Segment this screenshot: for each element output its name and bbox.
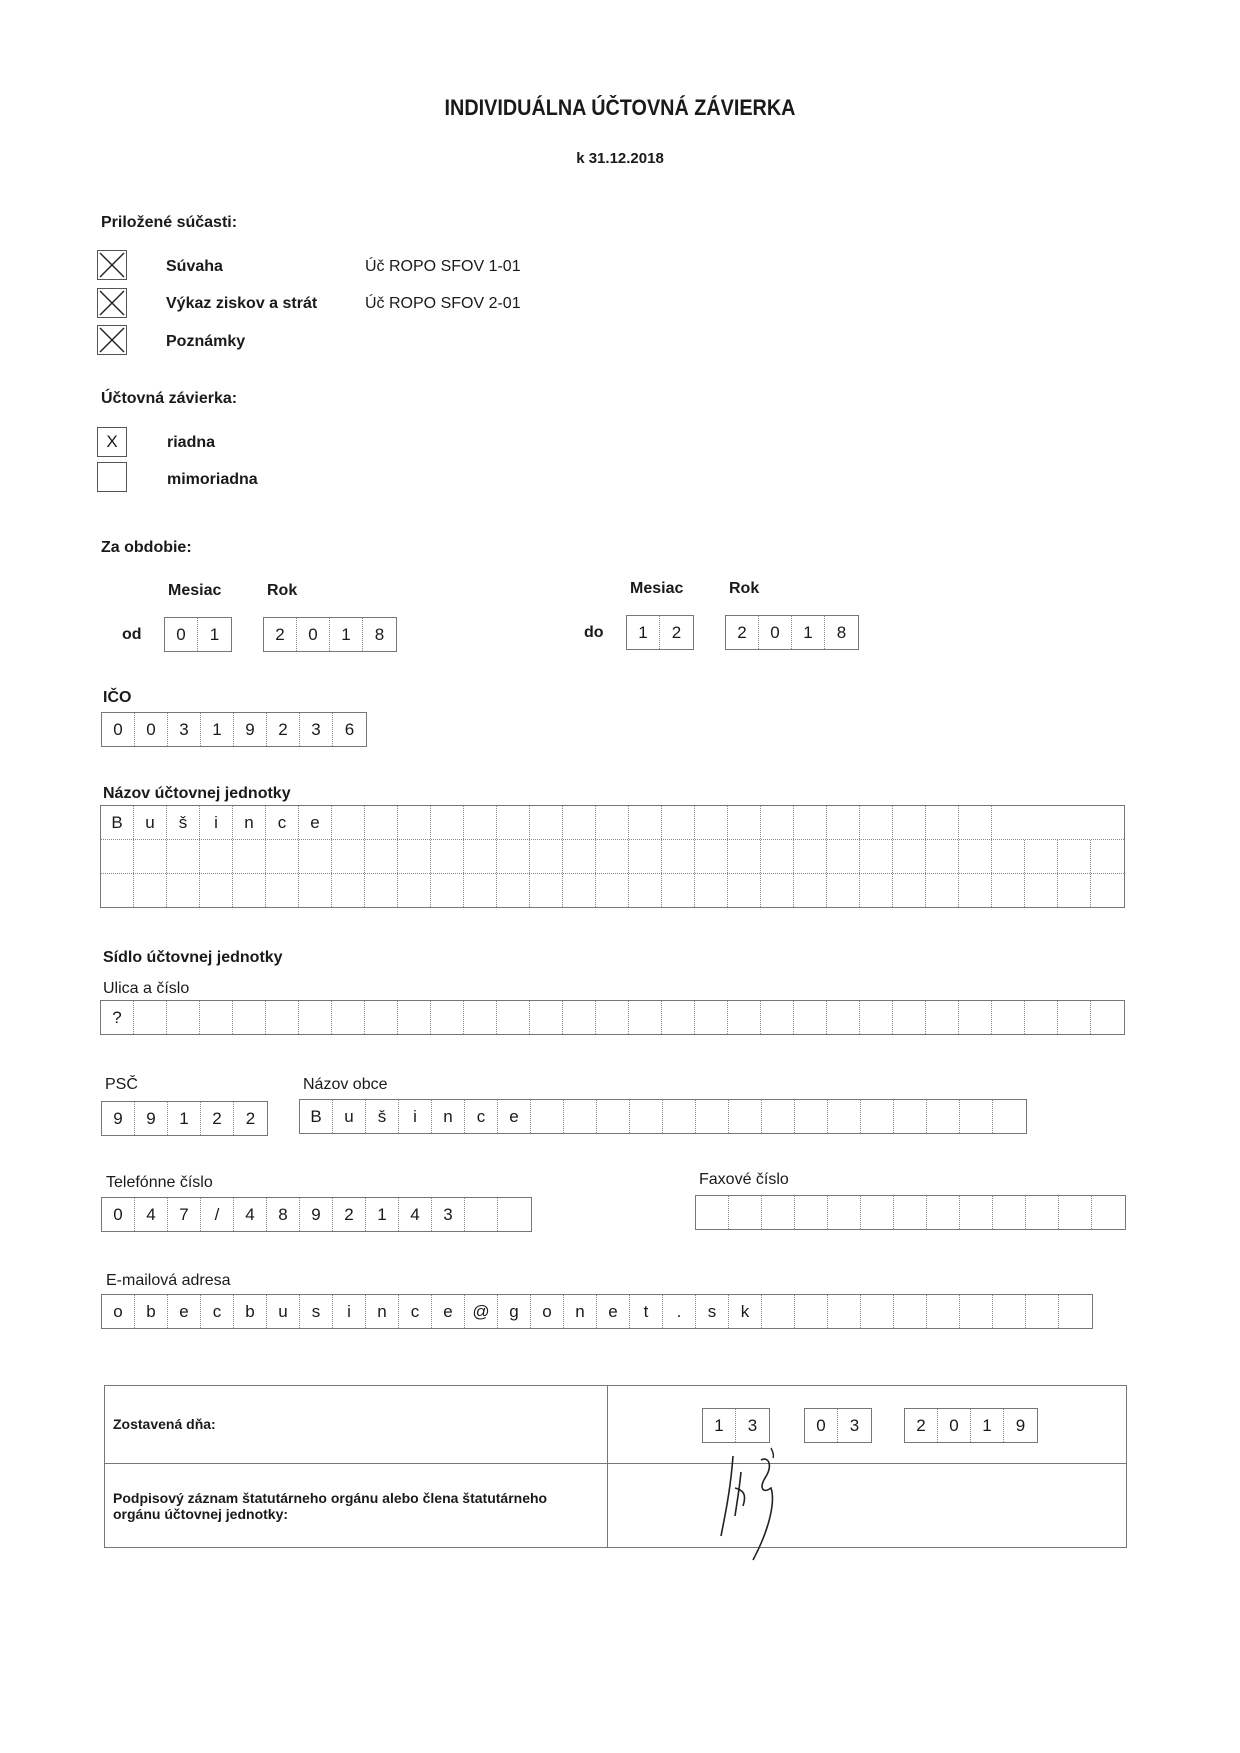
char-cell	[827, 840, 860, 873]
char-cell	[1058, 874, 1091, 907]
char-cell: 0	[759, 616, 792, 649]
char-cell	[926, 840, 959, 873]
char-cell	[629, 840, 662, 873]
char-cell	[1025, 1001, 1058, 1034]
char-cell	[530, 840, 563, 873]
char-cell	[464, 840, 497, 873]
char-cell	[365, 1001, 398, 1034]
char-cell	[398, 874, 431, 907]
char-cell	[596, 1001, 629, 1034]
char-cell	[564, 1100, 597, 1133]
char-cell	[134, 874, 167, 907]
from-month-field[interactable]	[164, 617, 232, 652]
char-cell	[233, 840, 266, 873]
char-cell	[761, 874, 794, 907]
char-cell	[927, 1196, 960, 1229]
attachment-checkbox-poznamky[interactable]	[97, 325, 127, 355]
char-cell: u	[134, 806, 167, 839]
char-cell: š	[366, 1100, 399, 1133]
char-cell	[563, 806, 596, 839]
city-label: Názov obce	[303, 1076, 388, 1093]
char-cell	[299, 1001, 332, 1034]
char-cell	[596, 840, 629, 873]
char-cell: c	[201, 1295, 234, 1328]
attachment-label-vykaz: Výkaz ziskov a strát	[166, 295, 318, 312]
char-cell	[728, 806, 761, 839]
char-cell: 0	[297, 618, 330, 651]
char-cell: 9	[135, 1102, 168, 1135]
char-cell	[761, 840, 794, 873]
document-date: k 31.12.2018	[576, 150, 664, 167]
char-cell: š	[167, 806, 200, 839]
char-cell	[563, 840, 596, 873]
email-label: E-mailová adresa	[106, 1272, 231, 1289]
char-cell	[861, 1100, 894, 1133]
char-cell	[696, 1196, 729, 1229]
compiled-month-field[interactable]	[804, 1408, 872, 1443]
closing-type-label-mimoriadna: mimoriadna	[167, 471, 258, 488]
signature-icon	[713, 1444, 803, 1564]
char-cell	[927, 1100, 960, 1133]
char-cell	[926, 874, 959, 907]
char-cell	[795, 1295, 828, 1328]
char-cell	[266, 1001, 299, 1034]
city-field[interactable]	[299, 1099, 1027, 1134]
char-cell	[662, 806, 695, 839]
char-cell: 3	[432, 1198, 465, 1231]
char-cell	[992, 1001, 1025, 1034]
char-cell: 1	[168, 1102, 201, 1135]
char-cell: 0	[938, 1409, 971, 1442]
char-cell	[167, 1001, 200, 1034]
char-cell: n	[233, 806, 266, 839]
compiled-label-cell	[105, 1386, 608, 1464]
char-cell	[662, 874, 695, 907]
char-cell: 2	[245, 1108, 256, 1128]
char-cell: n	[564, 1295, 597, 1328]
fax-label: Faxové číslo	[699, 1171, 789, 1188]
char-cell	[861, 1196, 894, 1229]
char-cell: 2	[267, 713, 300, 746]
char-cell: 1	[366, 1198, 399, 1231]
char-cell	[728, 874, 761, 907]
char-cell	[497, 806, 530, 839]
to-year-field[interactable]	[725, 615, 859, 650]
char-cell	[728, 840, 761, 873]
char-cell	[101, 840, 134, 873]
compiled-label: Zostavená dňa:	[113, 1415, 216, 1432]
to-month-label: Mesiac	[630, 580, 684, 597]
char-cell	[794, 806, 827, 839]
char-cell	[893, 874, 926, 907]
char-cell	[531, 1100, 564, 1133]
cross-mark-icon	[98, 251, 126, 279]
char-cell: e	[168, 1295, 201, 1328]
phone-label: Telefónne číslo	[106, 1174, 213, 1191]
char-cell	[200, 1001, 233, 1034]
char-cell	[167, 874, 200, 907]
char-cell	[332, 806, 365, 839]
char-cell	[728, 1001, 761, 1034]
char-cell	[762, 1295, 795, 1328]
char-cell	[200, 840, 233, 873]
char-cell: i	[200, 806, 233, 839]
seat-heading: Sídlo účtovnej jednotky	[103, 949, 283, 966]
char-cell: g	[498, 1295, 531, 1328]
char-cell	[894, 1196, 927, 1229]
char-cell	[695, 1001, 728, 1034]
entity-name-label: Názov účtovnej jednotky	[103, 785, 291, 802]
char-cell	[134, 1001, 167, 1034]
char-cell	[662, 1001, 695, 1034]
char-cell: n	[366, 1295, 399, 1328]
char-cell	[696, 1100, 729, 1133]
char-cell: 9	[234, 713, 267, 746]
char-cell: 0	[102, 1198, 135, 1231]
char-cell	[266, 874, 299, 907]
char-cell: o	[531, 1295, 564, 1328]
char-cell: c	[399, 1295, 432, 1328]
char-cell	[233, 1001, 266, 1034]
char-cell	[497, 874, 530, 907]
signature-table	[104, 1385, 1127, 1548]
char-cell	[827, 1001, 860, 1034]
char-cell	[1092, 1196, 1125, 1229]
char-cell	[1025, 874, 1058, 907]
attachment-code-vykaz: Úč ROPO SFOV 2-01	[365, 295, 521, 312]
char-cell: k	[729, 1295, 762, 1328]
char-cell	[695, 840, 728, 873]
char-cell	[332, 1001, 365, 1034]
char-cell	[596, 874, 629, 907]
char-cell	[1091, 840, 1124, 873]
char-cell: t	[630, 1295, 663, 1328]
char-cell	[200, 874, 233, 907]
char-cell	[530, 874, 563, 907]
char-cell	[497, 1001, 530, 1034]
char-cell: 0	[135, 713, 168, 746]
char-cell	[1059, 1196, 1092, 1229]
char-cell: u	[267, 1295, 300, 1328]
document-title: INDIVIDUÁLNA ÚČTOVNÁ ZÁVIERKA	[444, 95, 796, 120]
char-cell	[332, 874, 365, 907]
char-cell: 4	[234, 1198, 267, 1231]
char-cell: e	[432, 1295, 465, 1328]
char-cell	[465, 1198, 498, 1231]
char-cell	[299, 840, 332, 873]
char-cell	[431, 1001, 464, 1034]
char-cell	[134, 840, 167, 873]
char-cell	[1058, 1001, 1091, 1034]
char-cell: 0	[165, 618, 198, 651]
char-cell	[926, 1001, 959, 1034]
char-cell: u	[333, 1100, 366, 1133]
closing-type-label-riadna: riadna	[167, 434, 216, 451]
char-cell	[794, 1001, 827, 1034]
char-cell: o	[102, 1295, 135, 1328]
char-cell: 4	[399, 1198, 432, 1231]
char-cell	[233, 874, 266, 907]
char-cell: 9	[300, 1198, 333, 1231]
char-cell	[960, 1196, 993, 1229]
char-cell	[894, 1295, 927, 1328]
char-cell	[464, 1001, 497, 1034]
to-label: do	[584, 624, 604, 641]
cross-mark-icon	[98, 326, 126, 354]
char-cell	[893, 806, 926, 839]
char-cell: 2	[671, 622, 682, 642]
char-cell	[828, 1295, 861, 1328]
closing-type-heading: Účtovná závierka:	[101, 390, 238, 407]
street-field[interactable]	[100, 1000, 1125, 1035]
char-cell	[729, 1100, 762, 1133]
char-cell: 2	[905, 1409, 938, 1442]
char-cell: B	[300, 1100, 333, 1133]
char-cell	[860, 840, 893, 873]
char-cell	[365, 806, 398, 839]
char-cell	[827, 874, 860, 907]
signature-label-cell	[105, 1464, 608, 1548]
char-cell	[993, 1196, 1026, 1229]
char-cell: n	[432, 1100, 465, 1133]
char-cell: b	[135, 1295, 168, 1328]
char-cell: 1	[330, 618, 363, 651]
char-cell	[629, 1001, 662, 1034]
char-cell	[431, 840, 464, 873]
char-cell	[597, 1100, 630, 1133]
entity-name-row-1	[101, 806, 1124, 840]
fax-field[interactable]	[695, 1195, 1126, 1230]
char-cell	[926, 806, 959, 839]
char-cell	[795, 1100, 828, 1133]
char-cell: b	[234, 1295, 267, 1328]
char-cell	[993, 1295, 1026, 1328]
char-cell: /	[201, 1198, 234, 1231]
char-cell: 8	[267, 1198, 300, 1231]
char-cell	[992, 874, 1025, 907]
entity-name-row-2	[101, 840, 1124, 874]
char-cell	[828, 1196, 861, 1229]
street-label: Ulica a číslo	[103, 980, 190, 997]
char-cell	[596, 806, 629, 839]
char-cell	[959, 1001, 992, 1034]
char-cell	[1026, 1295, 1059, 1328]
char-cell	[498, 1198, 531, 1231]
char-cell	[167, 840, 200, 873]
char-cell	[794, 840, 827, 873]
from-year-label: Rok	[267, 582, 298, 599]
char-cell: 2	[201, 1102, 234, 1135]
char-cell: s	[300, 1295, 333, 1328]
char-cell	[993, 1100, 1026, 1133]
char-cell: 0	[805, 1409, 838, 1442]
char-cell: c	[266, 806, 299, 839]
char-cell	[861, 1295, 894, 1328]
char-cell	[795, 1196, 828, 1229]
char-cell: @	[465, 1295, 498, 1328]
char-cell	[1059, 1295, 1092, 1328]
char-cell	[992, 806, 1025, 839]
char-cell: 1	[703, 1409, 736, 1442]
entity-name-row-3	[101, 874, 1124, 907]
char-cell	[894, 1100, 927, 1133]
from-month-label: Mesiac	[168, 582, 222, 599]
char-cell	[563, 1001, 596, 1034]
to-year-label: Rok	[729, 580, 760, 597]
char-cell: 2	[726, 616, 759, 649]
char-cell: 6	[344, 719, 355, 739]
char-cell	[464, 874, 497, 907]
to-month-field[interactable]	[626, 615, 694, 650]
char-cell: ?	[101, 1001, 134, 1034]
char-cell: B	[101, 806, 134, 839]
char-cell	[762, 1100, 795, 1133]
attachment-label-suvaha: Súvaha	[166, 258, 223, 275]
compiled-day-field[interactable]	[702, 1408, 770, 1443]
entity-name-field[interactable]	[100, 805, 1125, 908]
char-cell	[1025, 840, 1058, 873]
char-cell	[530, 1001, 563, 1034]
phone-field[interactable]	[101, 1197, 532, 1232]
cross-mark-icon	[98, 289, 126, 317]
char-cell	[563, 874, 596, 907]
char-cell: 8	[374, 624, 385, 644]
char-cell: 2	[264, 618, 297, 651]
compiled-year-field[interactable]	[904, 1408, 1038, 1443]
from-year-field[interactable]	[263, 617, 397, 652]
char-cell	[827, 806, 860, 839]
char-cell	[761, 806, 794, 839]
char-cell	[101, 874, 134, 907]
char-cell	[332, 840, 365, 873]
char-cell	[398, 1001, 431, 1034]
char-cell: 2	[333, 1198, 366, 1231]
signature-cell	[608, 1464, 1127, 1548]
char-cell: 7	[168, 1198, 201, 1231]
char-cell	[299, 874, 332, 907]
closing-type-checkbox-riadna[interactable]: X	[97, 427, 127, 457]
char-cell: 0	[102, 713, 135, 746]
compiled-date-cell	[608, 1386, 1127, 1464]
char-cell: 1	[627, 616, 660, 649]
char-cell	[959, 840, 992, 873]
char-cell: 3	[300, 713, 333, 746]
char-cell	[893, 1001, 926, 1034]
char-cell	[927, 1295, 960, 1328]
char-cell: i	[333, 1295, 366, 1328]
char-cell: 1	[971, 1409, 1004, 1442]
char-cell: 1	[209, 624, 220, 644]
char-cell	[629, 874, 662, 907]
char-cell: e	[498, 1100, 531, 1133]
signature-label: Podpisový záznam štatutárneho orgánu alebo člena štatutárneho orgánu účtovnej jednotky:	[113, 1489, 548, 1522]
char-cell	[1091, 1001, 1124, 1034]
char-cell: 3	[849, 1415, 860, 1435]
char-cell	[828, 1100, 861, 1133]
char-cell	[266, 840, 299, 873]
char-cell	[365, 840, 398, 873]
char-cell	[959, 874, 992, 907]
char-cell	[960, 1100, 993, 1133]
closing-type-checkbox-mimoriadna[interactable]	[97, 462, 127, 492]
char-cell	[630, 1100, 663, 1133]
char-cell: 9	[1015, 1415, 1026, 1435]
char-cell: 8	[836, 622, 847, 642]
char-cell	[497, 840, 530, 873]
email-field[interactable]	[101, 1294, 1093, 1329]
char-cell	[860, 1001, 893, 1034]
char-cell	[530, 806, 563, 839]
char-cell	[398, 806, 431, 839]
attachment-checkbox-suvaha[interactable]	[97, 250, 127, 280]
attachment-code-suvaha: Úč ROPO SFOV 1-01	[365, 258, 521, 275]
char-cell: 1	[201, 713, 234, 746]
char-cell	[398, 840, 431, 873]
char-cell	[1026, 1196, 1059, 1229]
char-cell	[960, 1295, 993, 1328]
char-cell	[762, 1196, 795, 1229]
char-cell	[663, 1100, 696, 1133]
attachment-label-poznamky: Poznámky	[166, 333, 246, 350]
char-cell	[1091, 874, 1124, 907]
char-cell	[794, 874, 827, 907]
char-cell: s	[696, 1295, 729, 1328]
attachments-heading: Priložené súčasti:	[101, 214, 238, 231]
char-cell: e	[299, 806, 332, 839]
char-cell: 4	[135, 1198, 168, 1231]
char-cell: 9	[102, 1102, 135, 1135]
char-cell	[860, 806, 893, 839]
char-cell: e	[597, 1295, 630, 1328]
char-cell	[992, 840, 1025, 873]
char-cell: 3	[168, 713, 201, 746]
char-cell	[893, 840, 926, 873]
char-cell	[695, 874, 728, 907]
char-cell: 1	[792, 616, 825, 649]
char-cell	[662, 840, 695, 873]
char-cell	[431, 874, 464, 907]
char-cell	[729, 1196, 762, 1229]
char-cell	[695, 806, 728, 839]
char-cell: .	[663, 1295, 696, 1328]
ico-label: IČO	[103, 689, 132, 706]
attachment-checkbox-vykaz[interactable]	[97, 288, 127, 318]
char-cell	[365, 874, 398, 907]
psc-field[interactable]	[101, 1101, 268, 1136]
char-cell: c	[465, 1100, 498, 1133]
char-cell	[761, 1001, 794, 1034]
char-cell: 3	[747, 1415, 758, 1435]
psc-label: PSČ	[105, 1076, 138, 1093]
ico-field[interactable]	[101, 712, 367, 747]
char-cell	[629, 806, 662, 839]
char-cell	[464, 806, 497, 839]
from-label: od	[122, 626, 142, 643]
period-heading: Za obdobie:	[101, 539, 192, 556]
char-cell	[860, 874, 893, 907]
char-cell	[431, 806, 464, 839]
char-cell	[959, 806, 992, 839]
char-cell: i	[399, 1100, 432, 1133]
char-cell	[1058, 840, 1091, 873]
